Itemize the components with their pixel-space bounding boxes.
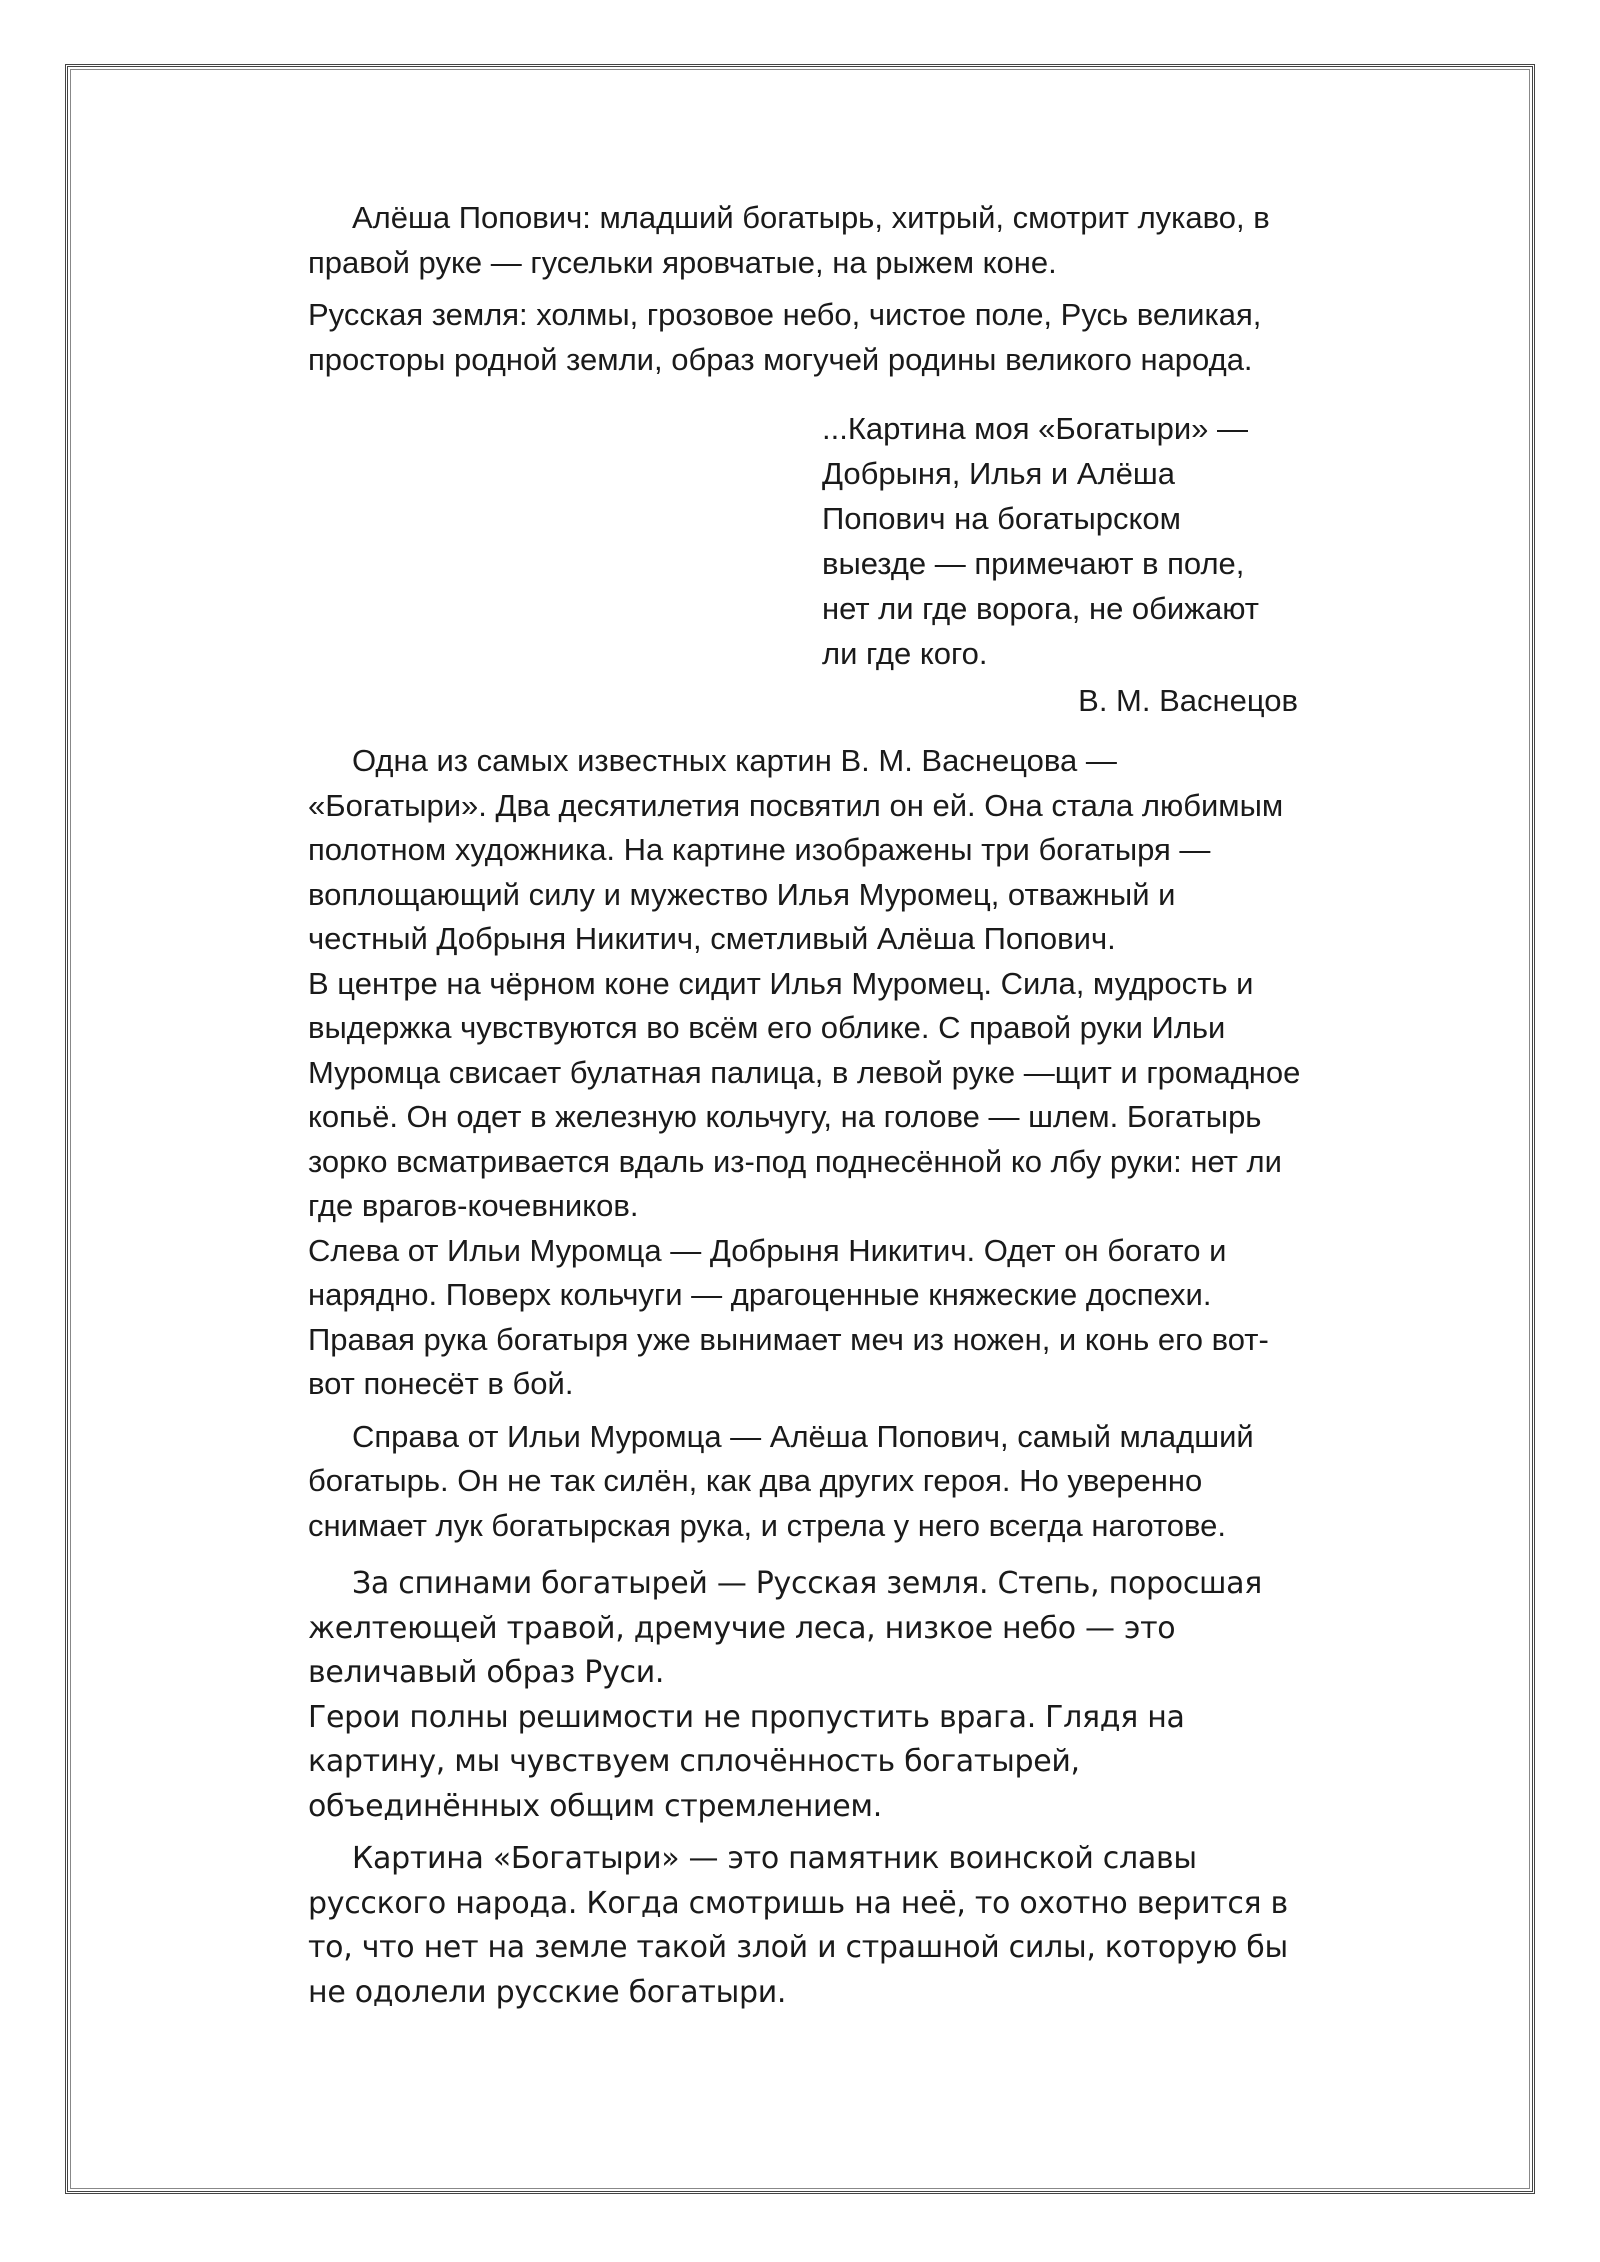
essay-paragraph-4: Справа от Ильи Муромца — Алёша Попович, самый младший богатырь. Он не так силён, как два других героя. Но уверенно снимает лук богатырская рука, и стрела у него всегда наготове. xyxy=(308,1418,1254,1543)
intro-alesha-paragraph: Алёша Попович: младший богатырь, хитрый, смотрит лукаво, в правой руке — гусельки яровчатые, на рыжем коне. xyxy=(308,200,1270,280)
epigraph-text: ...Картина моя «Богатыри» — Добрыня, Илья и Алёша Попович на богатырском выезде — примечают в поле, нет ли где ворога, не обижают ли где кого. xyxy=(822,411,1259,671)
essay-paragraph-7: Картина «Богатыри» — это памятник воинской славы русского народа. Когда смотришь на неё, то охотно верится в то, что нет на земле такой злой и страшной силы, которую бы не одолели русские богатыри. xyxy=(308,1841,1288,2010)
epigraph-author: В. М. Васнецов xyxy=(1078,683,1298,718)
essay-paragraph-3: Слева от Ильи Муромца — Добрыня Никитич. Одет он богато и нарядно. Поверх кольчуги — драгоценные княжеские доспехи. Правая рука богатыря уже вынимает меч из ножен, и конь его вот-вот понесёт в бой. xyxy=(308,1232,1269,1401)
essay-paragraph-6: Герои полны решимости не пропустить врага. Глядя на картину, мы чувствуем сплочённость богатырей, объединённых общим стремлением. xyxy=(308,1699,1185,1824)
essay-paragraph-5: За спинами богатырей — Русская земля. Степь, поросшая желтеющей травой, дремучие леса, низкое небо — это величавый образ Руси. xyxy=(308,1566,1262,1690)
essay-paragraph-2: В центре на чёрном коне сидит Илья Муромец. Сила, мудрость и выдержка чувствуются во всём его облике. С правой руки Ильи Муромца свисает булатная палица, в левой руке —щит и громадное копьё. Он одет в железную кольчугу, на голове — шлем. Богатырь зорко всматривается вдаль из-под поднесённой ко лбу руки: нет ли где врагов-кочевников. xyxy=(308,965,1301,1223)
essay xyxy=(308,739,1302,2015)
essay-paragraph-1: Одна из самых известных картин В. М. Васнецова — «Богатыри». Два десятилетия посвятил он ей. Она стала любимым полотном художника. На картине изображены три богатыря — воплощающий силу и мужество Илья Муромец, отважный и честный Добрыня Никитич, сметливый Алёша Попович. xyxy=(308,743,1284,956)
document-body xyxy=(308,196,1302,2015)
intro-land-paragraph: Русская земля: холмы, грозовое небо, чистое поле, Русь великая, просторы родной земли, образ могучей родины великого народа. xyxy=(308,297,1262,377)
epigraph xyxy=(822,406,1298,723)
